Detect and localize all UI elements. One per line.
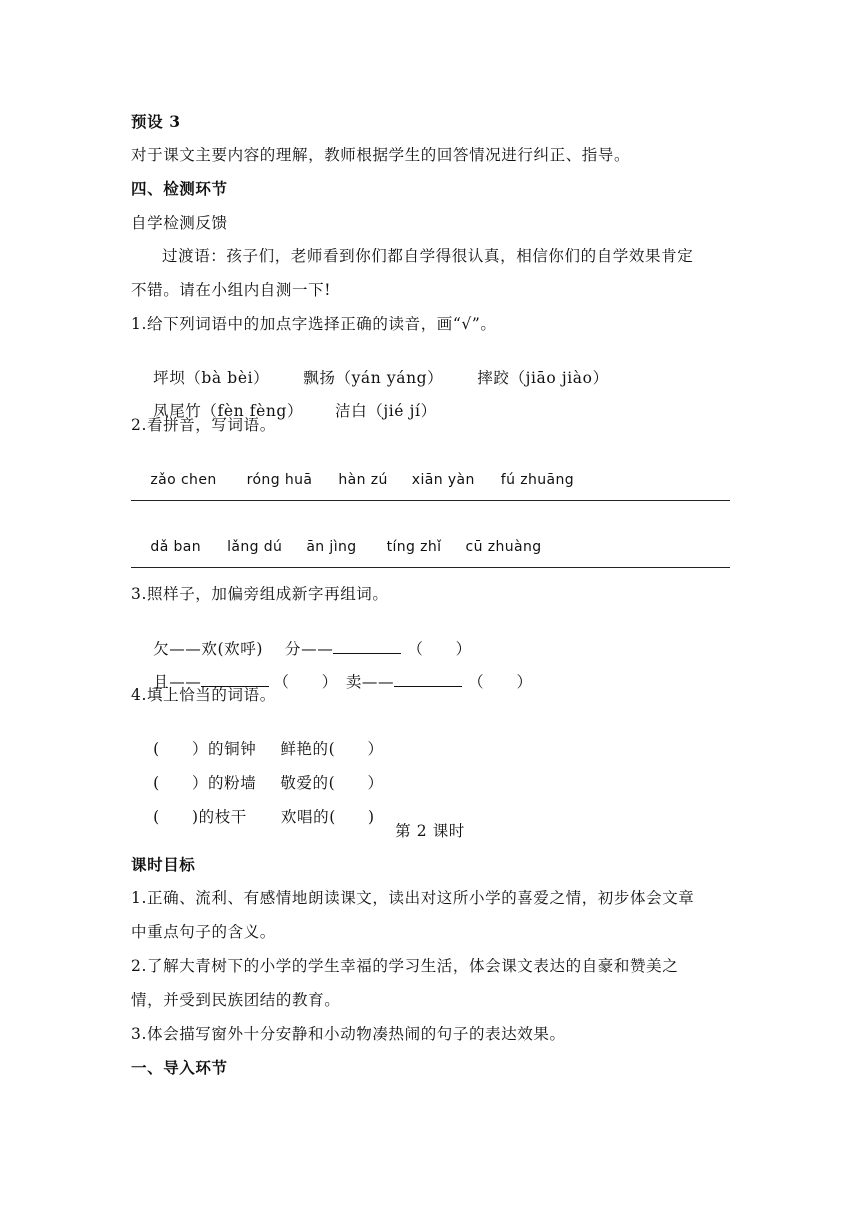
pinyin-word: ān jìng (306, 539, 357, 555)
section-heading-objectives: 课时目标 (131, 855, 196, 874)
heading-preset-3: 预设 3 (131, 112, 181, 131)
pinyin-word: hàn zú (338, 472, 388, 488)
pinyin-word: róng huā (246, 472, 313, 488)
objective-line: 3.体会描写窗外十分安静和小动物凑热闹的句子的表达效果。 (131, 1025, 566, 1043)
section-heading-test: 四、检测环节 (131, 179, 228, 198)
pinyin-word: lǎng dú (227, 539, 283, 555)
fill-item: 鲜艳的( ） (280, 740, 384, 758)
radical-item: 分—— (285, 640, 334, 658)
pinyin-row-1 (131, 450, 574, 510)
fill-item: ( ）的粉墙 (153, 774, 257, 792)
question-4: 4.填上恰当的词语。 (131, 686, 276, 704)
pinyin-word: dǎ ban (150, 539, 202, 555)
answer-line (131, 567, 730, 568)
word-paren: （ ） (468, 673, 533, 691)
paragraph-line: 过渡语：孩子们，老师看到你们都自学得很认真，相信你们的自学效果肯定 (162, 247, 694, 265)
section-heading-intro: 一、导入环节 (131, 1058, 228, 1077)
subheading-self-test: 自学检测反馈 (131, 214, 228, 232)
example-item: 欠——欢(欢呼) (153, 640, 264, 658)
question-2: 2.看拼音，写词语。 (131, 416, 276, 434)
objective-line: 2.了解大青树下的小学的学生幸福的学习生活，体会课文表达的自豪和赞美之 (131, 957, 679, 975)
fill-item: 敬爱的( ） (280, 774, 384, 792)
fill-item: ( ）的铜钟 (153, 740, 257, 758)
question-3: 3.照样子，加偏旁组成新字再组词。 (131, 585, 389, 603)
radical-item: 卖—— (345, 673, 395, 691)
fill-blank[interactable] (394, 671, 462, 687)
word-paren: （ ） (407, 640, 472, 658)
option-fengweizhu: 凤尾竹（fèn fèng） (153, 402, 304, 420)
pinyin-word: tíng zhǐ (386, 539, 442, 555)
objective-line: 1.正确、流利、有感情地朗读课文，读出对这所小学的喜爱之情，初步体会文章 (131, 889, 695, 907)
pinyin-row-2 (131, 517, 542, 577)
answer-line (131, 500, 730, 501)
word-paren: （ ） (273, 673, 338, 691)
option-piaoyang: 飘扬（yán yáng） (303, 369, 444, 387)
pinyin-word: cū zhuàng (465, 539, 542, 555)
option-jiebai: 洁白（jié jí） (335, 402, 437, 420)
question-1: 1.给下列词语中的加点字选择正确的读音，画“√”。 (131, 315, 497, 333)
pinyin-word: zǎo chen (150, 472, 217, 488)
objective-line: 情，并受到民族团结的教育。 (131, 991, 341, 1009)
option-shuaijiao: 摔跤（jiāo jiào） (477, 369, 609, 387)
fill-item: 欢唱的( ) (280, 808, 375, 826)
lesson-title: 第 2 课时 (395, 822, 465, 840)
paragraph-line: 对于课文主要内容的理解，教师根据学生的回答情况进行纠正、指导。 (131, 146, 631, 164)
option-pingba: 坪坝（bà bèi） (153, 369, 270, 387)
radical-item: 且—— (153, 673, 202, 691)
pinyin-word: xiān yàn (411, 472, 475, 488)
paragraph-line: 不错。请在小组内自测一下! (131, 281, 332, 299)
fill-item: ( )的枝干 (153, 808, 247, 826)
objective-line: 中重点句子的含义。 (131, 923, 276, 941)
pinyin-word: fú zhuāng (500, 472, 575, 488)
